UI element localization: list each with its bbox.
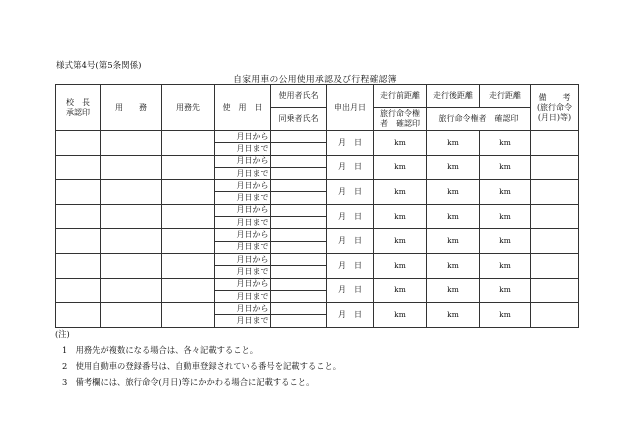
business-cell[interactable]	[101, 229, 162, 254]
destination-cell[interactable]	[162, 155, 215, 180]
principal-approval-cell[interactable]	[56, 131, 101, 156]
principal-approval-cell[interactable]	[56, 278, 101, 303]
application-date-label: 月 日	[338, 211, 362, 221]
entry-row-upper	[56, 155, 579, 167]
month-label: 月	[236, 156, 245, 166]
header-principal-approval: 校 長 承認印	[56, 85, 101, 131]
passenger-name-cell[interactable]	[271, 241, 327, 253]
month-label: 月	[236, 168, 245, 178]
passenger-name-cell[interactable]	[271, 217, 327, 229]
notes-heading: (注)	[55, 329, 70, 339]
remarks-cell[interactable]	[531, 155, 579, 180]
month-label: 月	[236, 303, 245, 313]
header-business: 用 務	[101, 85, 162, 131]
entry-row-upper	[56, 278, 579, 290]
usage-date-to-cell[interactable]	[215, 217, 271, 229]
month-label: 月	[236, 316, 245, 326]
distance-cell[interactable]	[480, 155, 531, 180]
usage-date-to-cell[interactable]	[215, 192, 271, 204]
odo-after-cell[interactable]	[427, 155, 480, 180]
business-cell[interactable]	[101, 180, 162, 205]
destination-cell[interactable]	[162, 180, 215, 205]
odo-before-cell[interactable]	[374, 229, 427, 254]
entry-row-upper	[56, 180, 579, 192]
day-to-label: 日まで	[244, 217, 269, 227]
principal-approval-cell[interactable]	[56, 229, 101, 254]
application-date-cell[interactable]	[327, 253, 374, 278]
km-unit-label: km	[447, 186, 459, 196]
header-remarks: 備 考 (旅行命令 (月日)等)	[531, 85, 579, 131]
header-user-name: 使用者氏名	[271, 85, 327, 108]
usage-date-from-cell[interactable]	[215, 204, 271, 216]
user-name-cell[interactable]	[271, 180, 327, 192]
day-from-label: 日から	[244, 205, 269, 215]
km-unit-label: km	[447, 162, 459, 172]
passenger-name-cell[interactable]	[271, 290, 327, 302]
month-label: 月	[236, 291, 245, 301]
entry-row-upper	[56, 253, 579, 265]
month-label: 月	[236, 254, 245, 264]
odo-before-cell[interactable]	[374, 180, 427, 205]
month-label: 月	[236, 279, 245, 289]
distance-cell[interactable]	[480, 131, 531, 156]
form-number-label: 様式第4号(第5条関係)	[56, 61, 142, 71]
header-usage-date: 使 用 日	[215, 85, 271, 131]
destination-cell[interactable]	[162, 303, 215, 328]
user-name-cell[interactable]	[271, 131, 327, 143]
day-from-label: 日から	[244, 230, 269, 240]
remarks-cell[interactable]	[531, 253, 579, 278]
usage-register-table	[55, 84, 579, 328]
month-label: 月	[236, 266, 245, 276]
user-name-cell[interactable]	[271, 253, 327, 265]
month-label: 月	[236, 193, 245, 203]
km-unit-label: km	[394, 309, 406, 319]
business-cell[interactable]	[101, 155, 162, 180]
month-label: 月	[236, 217, 245, 227]
application-date-label: 月 日	[338, 162, 362, 172]
header-odo-before: 走行前距離	[374, 85, 427, 108]
destination-cell[interactable]	[162, 253, 215, 278]
km-unit-label: km	[447, 260, 459, 270]
header-distance: 走行距離	[480, 85, 531, 108]
application-date-cell[interactable]	[327, 180, 374, 205]
passenger-name-cell[interactable]	[271, 266, 327, 278]
km-unit-label: km	[394, 137, 406, 147]
month-label: 月	[236, 230, 245, 240]
document-title: 自家用車の公用使用承認及び行程確認簿	[233, 75, 397, 85]
application-date-label: 月 日	[338, 260, 362, 270]
day-to-label: 日まで	[244, 168, 269, 178]
user-name-cell[interactable]	[271, 303, 327, 315]
distance-cell[interactable]	[480, 229, 531, 254]
application-date-cell[interactable]	[327, 303, 374, 328]
remarks-cell[interactable]	[531, 303, 579, 328]
odo-after-cell[interactable]	[427, 180, 480, 205]
principal-approval-cell[interactable]	[56, 204, 101, 229]
day-to-label: 日まで	[244, 242, 269, 252]
usage-date-from-cell[interactable]	[215, 155, 271, 167]
km-unit-label: km	[499, 285, 511, 295]
odo-before-cell[interactable]	[374, 155, 427, 180]
usage-date-to-cell[interactable]	[215, 143, 271, 155]
note-item: 1 用務先が複数になる場合は、各々記載すること。	[62, 345, 259, 355]
header-travel-order-holder-confirm: 旅行命令権者 確認印	[427, 108, 531, 131]
principal-approval-cell[interactable]	[56, 180, 101, 205]
application-date-cell[interactable]	[327, 131, 374, 156]
remarks-cell[interactable]	[531, 204, 579, 229]
distance-cell[interactable]	[480, 204, 531, 229]
odo-before-cell[interactable]	[374, 204, 427, 229]
remarks-cell[interactable]	[531, 180, 579, 205]
remarks-cell[interactable]	[531, 278, 579, 303]
km-unit-label: km	[499, 309, 511, 319]
header-application-date: 申出月日	[327, 85, 374, 131]
odo-after-cell[interactable]	[427, 303, 480, 328]
remarks-cell[interactable]	[531, 229, 579, 254]
user-name-cell[interactable]	[271, 229, 327, 241]
application-date-cell[interactable]	[327, 278, 374, 303]
business-cell[interactable]	[101, 204, 162, 229]
destination-cell[interactable]	[162, 229, 215, 254]
km-unit-label: km	[499, 162, 511, 172]
usage-date-from-cell[interactable]	[215, 229, 271, 241]
application-date-label: 月 日	[338, 236, 362, 246]
application-date-label: 月 日	[338, 285, 362, 295]
entry-row-upper	[56, 131, 579, 143]
day-from-label: 日から	[244, 303, 269, 313]
day-from-label: 日から	[244, 131, 269, 141]
user-name-cell[interactable]	[271, 155, 327, 167]
km-unit-label: km	[394, 285, 406, 295]
principal-approval-cell[interactable]	[56, 303, 101, 328]
usage-date-from-cell[interactable]	[215, 303, 271, 315]
entry-row-upper	[56, 204, 579, 216]
business-cell[interactable]	[101, 303, 162, 328]
km-unit-label: km	[499, 137, 511, 147]
principal-approval-cell[interactable]	[56, 155, 101, 180]
destination-cell[interactable]	[162, 131, 215, 156]
business-cell[interactable]	[101, 131, 162, 156]
application-date-label: 月 日	[338, 137, 362, 147]
note-item: 2 使用自動車の登録番号は、自動車登録されている番号を記載すること。	[62, 361, 342, 371]
usage-date-to-cell[interactable]	[215, 241, 271, 253]
user-name-cell[interactable]	[271, 278, 327, 290]
entry-row-upper	[56, 229, 579, 241]
remarks-cell[interactable]	[531, 131, 579, 156]
km-unit-label: km	[447, 285, 459, 295]
table-body	[56, 85, 579, 328]
application-date-cell[interactable]	[327, 155, 374, 180]
application-date-label: 月 日	[338, 309, 362, 319]
notes-section	[55, 326, 341, 390]
distance-cell[interactable]	[480, 303, 531, 328]
month-label: 月	[236, 242, 245, 252]
odo-before-cell[interactable]	[374, 253, 427, 278]
km-unit-label: km	[499, 260, 511, 270]
km-unit-label: km	[394, 162, 406, 172]
day-from-label: 日から	[244, 156, 269, 166]
odo-after-cell[interactable]	[427, 253, 480, 278]
user-name-cell[interactable]	[271, 204, 327, 216]
odo-before-cell[interactable]	[374, 131, 427, 156]
odo-after-cell[interactable]	[427, 229, 480, 254]
header-travel-order-holder: 旅行命令権 者 確認印	[374, 108, 427, 131]
km-unit-label: km	[394, 186, 406, 196]
km-unit-label: km	[499, 186, 511, 196]
business-cell[interactable]	[101, 253, 162, 278]
km-unit-label: km	[447, 309, 459, 319]
destination-cell[interactable]	[162, 278, 215, 303]
usage-date-from-cell[interactable]	[215, 180, 271, 192]
odo-after-cell[interactable]	[427, 131, 480, 156]
odo-after-cell[interactable]	[427, 278, 480, 303]
day-from-label: 日から	[244, 279, 269, 289]
usage-date-from-cell[interactable]	[215, 253, 271, 265]
distance-cell[interactable]	[480, 180, 531, 205]
km-unit-label: km	[394, 211, 406, 221]
distance-cell[interactable]	[480, 253, 531, 278]
month-label: 月	[236, 205, 245, 215]
usage-date-from-cell[interactable]	[215, 278, 271, 290]
destination-cell[interactable]	[162, 204, 215, 229]
header-passenger-name: 同乗者氏名	[271, 108, 327, 131]
km-unit-label: km	[499, 211, 511, 221]
entry-row-upper	[56, 303, 579, 315]
usage-date-to-cell[interactable]	[215, 290, 271, 302]
application-date-cell[interactable]	[327, 204, 374, 229]
header-odo-after: 走行後距離	[427, 85, 480, 108]
month-label: 月	[236, 143, 245, 153]
passenger-name-cell[interactable]	[271, 167, 327, 179]
day-to-label: 日まで	[244, 193, 269, 203]
km-unit-label: km	[447, 236, 459, 246]
day-to-label: 日まで	[244, 291, 269, 301]
application-date-label: 月 日	[338, 186, 362, 196]
distance-cell[interactable]	[480, 278, 531, 303]
odo-after-cell[interactable]	[427, 204, 480, 229]
day-to-label: 日まで	[244, 266, 269, 276]
odo-before-cell[interactable]	[374, 278, 427, 303]
km-unit-label: km	[499, 236, 511, 246]
passenger-name-cell[interactable]	[271, 143, 327, 155]
month-label: 月	[236, 180, 245, 190]
application-date-cell[interactable]	[327, 229, 374, 254]
usage-date-from-cell[interactable]	[215, 131, 271, 143]
principal-approval-cell[interactable]	[56, 253, 101, 278]
business-cell[interactable]	[101, 278, 162, 303]
header-row-1	[56, 85, 579, 108]
odo-before-cell[interactable]	[374, 303, 427, 328]
km-unit-label: km	[394, 260, 406, 270]
passenger-name-cell[interactable]	[271, 192, 327, 204]
km-unit-label: km	[394, 236, 406, 246]
day-from-label: 日から	[244, 254, 269, 264]
usage-date-to-cell[interactable]	[215, 167, 271, 179]
day-to-label: 日まで	[244, 143, 269, 153]
usage-date-to-cell[interactable]	[215, 266, 271, 278]
note-item: 3 備考欄には、旅行命令(月日)等にかかわる場合に記載すること。	[62, 377, 315, 387]
month-label: 月	[236, 131, 245, 141]
header-destination: 用務先	[162, 85, 215, 131]
km-unit-label: km	[447, 211, 459, 221]
day-from-label: 日から	[244, 180, 269, 190]
km-unit-label: km	[447, 137, 459, 147]
day-to-label: 日まで	[244, 316, 269, 326]
